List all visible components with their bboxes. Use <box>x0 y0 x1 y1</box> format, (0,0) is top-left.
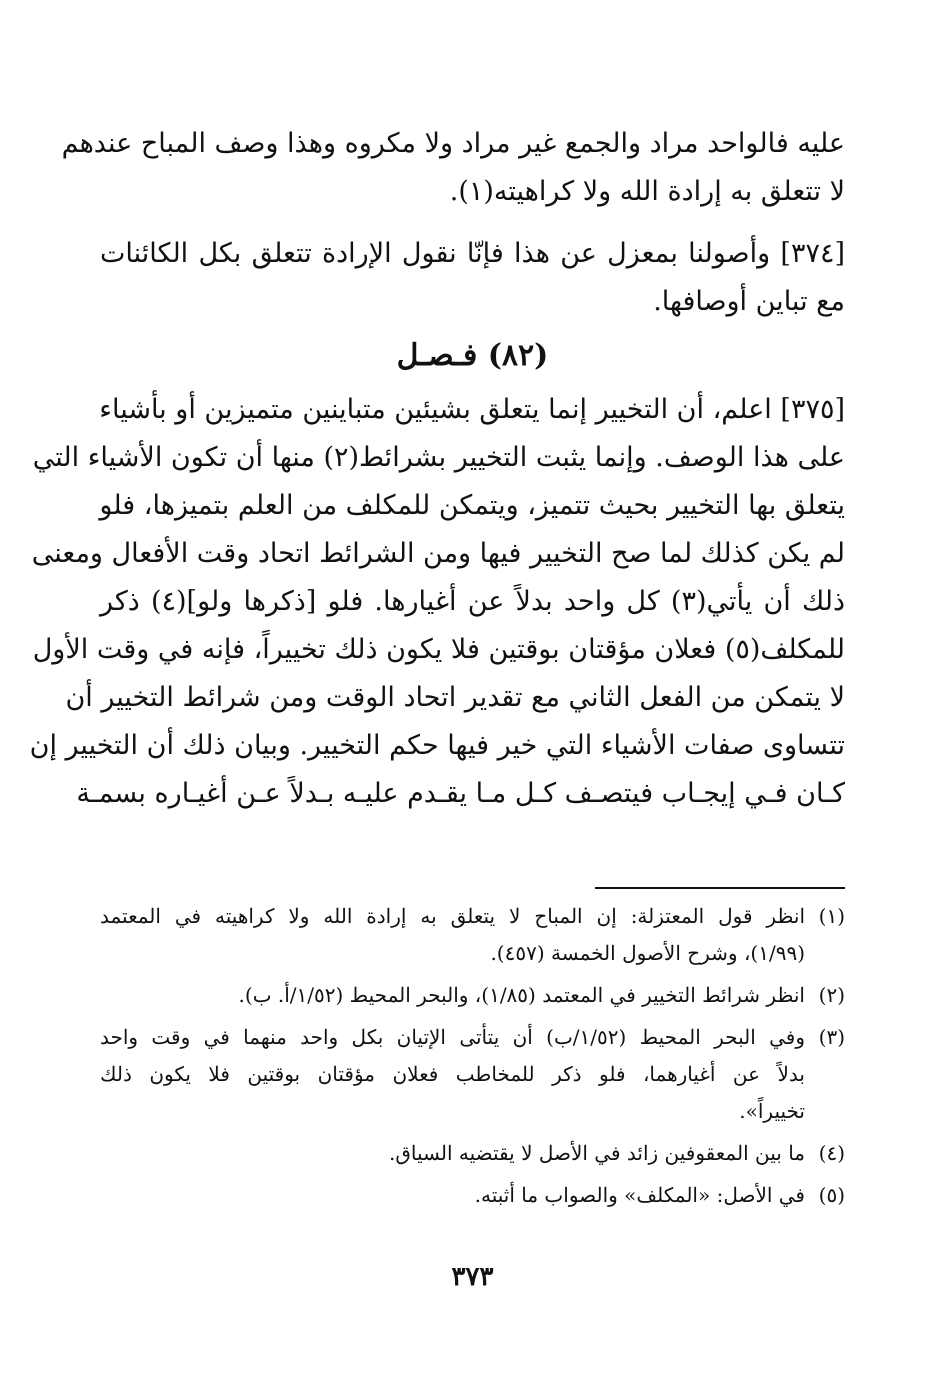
footnote-number: (٢) <box>818 983 845 1007</box>
text-line: [٣٧٥] اعلم، أن التخيير إنما يتعلق بشيئين متباينين متميزين أو بأشياء <box>99 394 845 425</box>
text-line: لا يتمكن من الفعل الثاني مع تقدير اتحاد الوقت ومن شرائط التخيير أن <box>65 682 845 713</box>
page-number: ٣٧٣ <box>451 1262 494 1292</box>
paragraph-374 <box>100 230 845 326</box>
footnotes <box>100 898 845 1219</box>
footnote-line: تخييراً». <box>739 1099 805 1123</box>
text-line: للمكلف(٥) فعلان مؤقتان بوقتين فلا يكون ذلك تخييراً، فإنه في وقت الأول <box>32 634 845 665</box>
text-line: على هذا الوصف. وإنما يثبت التخيير بشرائط(٢) منها أن تكون الأشياء التي <box>32 442 845 473</box>
section-heading: (٨٢) فـصـل <box>396 338 549 373</box>
text-line: لا تتعلق به إرادة الله ولا كراهيته(١). <box>449 176 845 207</box>
footnote-4 <box>100 1135 845 1172</box>
footnote-line: في الأصل: «المكلف» والصواب ما أثبته. <box>474 1183 805 1207</box>
footnote-line: (١/٩٩)، وشرح الأصول الخمسة (٤٥٧). <box>490 941 805 965</box>
footnote-5 <box>100 1177 845 1214</box>
footnote-number: (١) <box>818 904 845 928</box>
text-line: لم يكن كذلك لما صح التخيير فيها ومن الشرائط اتحاد وقت الأفعال ومعنى <box>31 538 845 569</box>
footnote-number: (٥) <box>818 1183 845 1207</box>
footnote-line: وفي البحر المحيط (١/٥٢/ب) أن يتأتى الإتيان بكل واحد منهما في وقت واحد <box>100 1025 805 1049</box>
text-line: [٣٧٤] وأصولنا بمعزل عن هذا فإنّا نقول الإرادة تتعلق بكل الكائنات <box>100 238 845 269</box>
footnote-3 <box>100 1019 845 1130</box>
footnote-1 <box>100 898 845 972</box>
text-line: تتساوى صفات الأشياء التي خير فيها حكم التخيير. وبيان ذلك أن التخيير إن <box>29 730 845 761</box>
paragraph-1 <box>61 120 845 216</box>
footnote-separator <box>595 887 845 889</box>
footnote-number: (٤) <box>818 1141 845 1165</box>
footnote-line: انظر شرائط التخيير في المعتمد (١/٨٥)، والبحر المحيط (١/٥٢/أ. ب). <box>238 983 805 1007</box>
footnote-line: ما بين المعقوفين زائد في الأصل لا يقتضيه السياق. <box>389 1141 805 1165</box>
text-line: ذلك أن يأتي(٣) كل واحد بدلاً عن أغيارها. فلو [ذكرها ولو](٤) ذكر <box>100 586 845 617</box>
main-text <box>29 120 845 818</box>
footnote-2 <box>100 977 845 1014</box>
text-line: كـان فـي إيجـاب فيتصـف كـل مـا يقـدم عليـه بـدلاً عـن أغيـاره بسمـة <box>76 778 845 809</box>
text-line: يتعلق بها التخيير بحيث تتميز، ويتمكن للمكلف من العلم بتميزها، فلو <box>99 490 845 521</box>
footnote-line: بدلاً عن أغيارهما، فلو ذكر للمخاطب فعلان مؤقتان بوقتين فلا يكون ذلك <box>100 1062 805 1086</box>
text-line: مع تباين أوصافها. <box>653 286 845 317</box>
text-line: عليه فالواحد مراد والجمع غير مراد ولا مكروه وهذا وصف المباح عندهم <box>61 128 845 159</box>
footnote-line: انظر قول المعتزلة: إن المباح لا يتعلق به إرادة الله ولا كراهيته في المعتمد <box>100 904 805 928</box>
footnote-number: (٣) <box>818 1025 845 1049</box>
paragraph-375 <box>29 386 845 818</box>
